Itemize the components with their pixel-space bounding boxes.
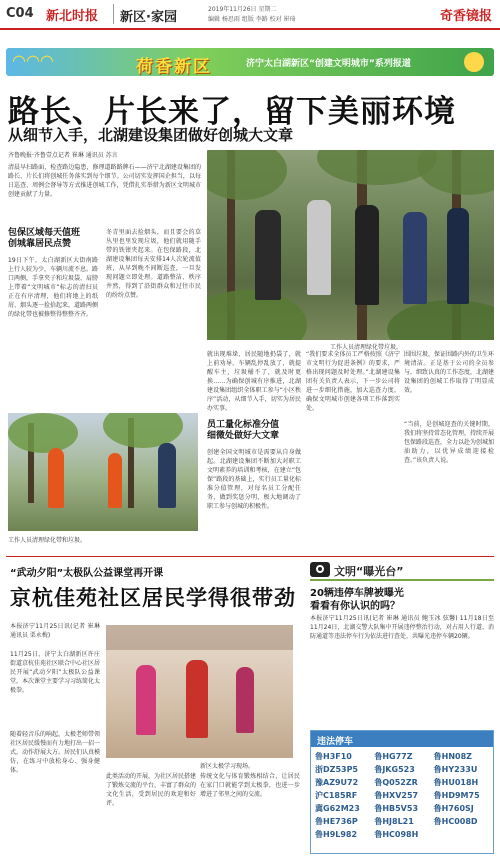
plate-item: 鲁HU018H bbox=[433, 778, 479, 787]
plate-item: 鲁HJ8L21 bbox=[374, 817, 414, 826]
left-photo bbox=[8, 413, 198, 531]
right-logo: 奇香镜报 bbox=[439, 9, 492, 24]
plate-item: 鲁HN08Z bbox=[433, 752, 472, 761]
sidebar-header bbox=[310, 560, 494, 580]
plate-item: 鲁JKG523 bbox=[374, 765, 415, 774]
masthead bbox=[0, 0, 500, 30]
story2-text2: 随着轻音乐的响起，太极老师带领社区居民缓慢而有力地打出一招一式，动作舒展大方。居民们认真模仿，在练习中放松身心、强身健体。 bbox=[10, 731, 101, 774]
plates-list bbox=[315, 751, 491, 841]
sidebar-rule bbox=[310, 579, 494, 581]
plate-item: 冀G62M23 bbox=[315, 804, 360, 813]
section-divider bbox=[6, 556, 494, 557]
col2-text: 冬青里面去捡烟头，而且要会的草丛里也里发现垃圾，他们就用随手带的铁钳夹起来。在包保路段，北湖建设集团每天安排14人次轮流值班，从早到晚不间断巡查，一旦发现问题立即处理。道路整洁、秩序井然，得到了沿街群众和过往市民的纷纷点赞。 bbox=[106, 229, 201, 299]
main-lead: 清晨早扫路面，检查路边隐患，修理道路路牌石——济宁北湖建设集团的路长、片长们将创城任务落实到每个细节。公司切实发挥国企担当，以每日巡查、周例会督导等方式推进创城工作，凭借扎实举措为新区文明城市创建贡献了力量。 bbox=[8, 164, 201, 198]
story2-byline: 本报济宁11月25日讯(记者 崔琳 通讯员 栗永梅) bbox=[10, 623, 100, 639]
col4-text: “我们要求全体员工严格按照《济宁市文明行为促进条例》的要求，严格出现问题及时处理。”北湖建设集团有关负责人表示，下一步公司将进一步细化措施，加大巡查力度，确保文明城市创建各项工作落到实处。 bbox=[306, 351, 400, 412]
col3-text2: 创建全国文明城市是需要从自身做起。北湖建设集团不断加大对职工文明素养的培训和考核，在建立“包保”路段的基础上，实行员工量化标准分值管理，对每名员工分配任务，做到奖惩分明，极大地调动了职工参与创城的积极性。 bbox=[207, 449, 301, 510]
column-banner bbox=[6, 48, 494, 76]
sidebar-subtitle: 看看有你认识的吗？ bbox=[310, 601, 400, 612]
plate-item: 鲁H760SJ bbox=[433, 804, 474, 813]
rainbow-icon: ◠◠◠ bbox=[12, 51, 54, 70]
plate-item: 鲁HC098H bbox=[374, 830, 419, 839]
story2-kicker: “武动夕阳”太极队公益课堂再开课 bbox=[10, 568, 164, 579]
col1-text: 19日下午，太白湖新区大街南路上行人较为少，车辆川流不息。路口两侧，手拿夹子和垃圾袋、肩膀上带着“文明城市”标志的清扫员正在有序清理，他们将地上的纸屑、烟头逐一捡拾起来，道路两侧的绿化带也被修整得整整齐齐。 bbox=[8, 257, 99, 318]
plates-box bbox=[310, 730, 494, 854]
section-title: 新区·家园 bbox=[120, 10, 177, 25]
main-subhead: 从细节入手，北湖建设集团做好创城大文章 bbox=[8, 126, 294, 144]
taichi-photo bbox=[106, 625, 293, 758]
col3-text: 就出现堆垛、居民随地扔袋了，就上前劝导，车辆乱停乱放了，就提醒车主，垃圾桶不了，就及时更换……为确保创城有序推进，北湖建设集团组织全体职工参与“小区秩序”活动，从细节入手，切实为居民办实事。 bbox=[207, 351, 301, 412]
sidebar-kicker: 文明“曝光台” bbox=[334, 565, 404, 578]
issue-date: 2019年11月26日 星期二 bbox=[208, 6, 277, 13]
plate-item: 鲁HB5V53 bbox=[374, 804, 419, 813]
camera-icon bbox=[310, 562, 330, 577]
plate-item: 鲁HXV257 bbox=[374, 791, 419, 800]
col5-text: 围围垃圾，保证围路内外的卫生环境清洁。正是基于公司的全员参与，细致认真的工作态度，北湖建设集团的创城工作取得了明显成效。 bbox=[404, 351, 495, 394]
main-photo-caption: 工作人员清理绿化带垃圾。 bbox=[330, 344, 403, 351]
plate-item: 豫AZ9U72 bbox=[315, 778, 359, 787]
main-byline: 齐鲁晚报·齐鲁壹点记者 崔琳 通讯员 苏言 bbox=[8, 152, 118, 159]
page-number: C04 bbox=[6, 6, 34, 21]
story2-text1: 11月25日，济宁太白湖新区许庄街道京杭佳苑社区联合中心社区居民开展“武动夕阳”太极队公益课堂，本次课堂主要学习习练简化太极拳。 bbox=[10, 651, 101, 694]
sidebar-text: 本报济宁11月25日讯(记者 崔琳 通讯员 鲍玉冰 弦馨) 11月18日至11月24日，北湖交警大队集中开展违停整治行动，对占用人行道、消防通道等违法停车行为依法进行查处，共曝光违停车辆20辆。 bbox=[310, 615, 494, 640]
main-photo bbox=[207, 150, 494, 340]
plate-item: 鲁HY233U bbox=[433, 765, 478, 774]
main-headline: 路长、片长来了，留下美丽环境 bbox=[8, 94, 456, 130]
plate-item: 沪C185RF bbox=[315, 791, 358, 800]
issue-editors: 编辑 杨思雨 组版 李路 校对 崔琦 bbox=[208, 16, 296, 23]
divider bbox=[113, 4, 114, 24]
banner-subtitle: 济宁太白湖新区“创建文明城市”系列报道 bbox=[246, 59, 411, 69]
plate-item: 鲁HD9M75 bbox=[433, 791, 480, 800]
col5-text2: “当前，是创城迎查的关键时期，我们将坚持常态化管理，持续开展包保路段巡查，全力以赴为创城加油助力，以优异成绩迎接检查。”该负责人说。 bbox=[404, 421, 495, 464]
story2-text4: 传统文化与体育锻炼相结合，让居民在家门口就能学到太极拳，也进一步增进了邻里之间的交流。 bbox=[200, 773, 300, 798]
taichi-photo-caption: 新区太极学习现场。 bbox=[200, 763, 255, 770]
sidebar-title: 20辆违停车牌被曝光 bbox=[310, 588, 404, 599]
plate-item: 鲁H9L982 bbox=[315, 830, 358, 839]
banner-title: 荷香新区 bbox=[136, 57, 212, 76]
story2-headline: 京杭佳苑社区居民学得很带劲 bbox=[10, 586, 296, 610]
plate-item: 鲁HG77Z bbox=[374, 752, 413, 761]
sun-icon bbox=[464, 52, 484, 72]
story2-text3: 此类活动的开展，为社区居民搭建了锻炼交流的平台，丰富了群众的文化生活，受到居民的欢迎和好评。 bbox=[106, 773, 197, 807]
plates-heading: 违法停车 bbox=[311, 731, 493, 747]
plate-item: 鲁HE736P bbox=[315, 817, 358, 826]
left-photo-caption: 工作人员清理绿化带和垃圾。 bbox=[8, 537, 87, 544]
plate-item: 浙DZ53P5 bbox=[315, 765, 359, 774]
plate-item: 鲁Q052ZR bbox=[374, 778, 418, 787]
plate-item: 鲁H3F10 bbox=[315, 752, 352, 761]
col3-subhead: 员工量化标准分值 细微处做好大文章 bbox=[207, 420, 280, 441]
plate-item: 鲁HC008D bbox=[433, 817, 478, 826]
col1-subhead: 包保区域每天值班 创城靠居民点赞 bbox=[8, 228, 81, 249]
paper-name: 新北时报 bbox=[46, 9, 99, 24]
